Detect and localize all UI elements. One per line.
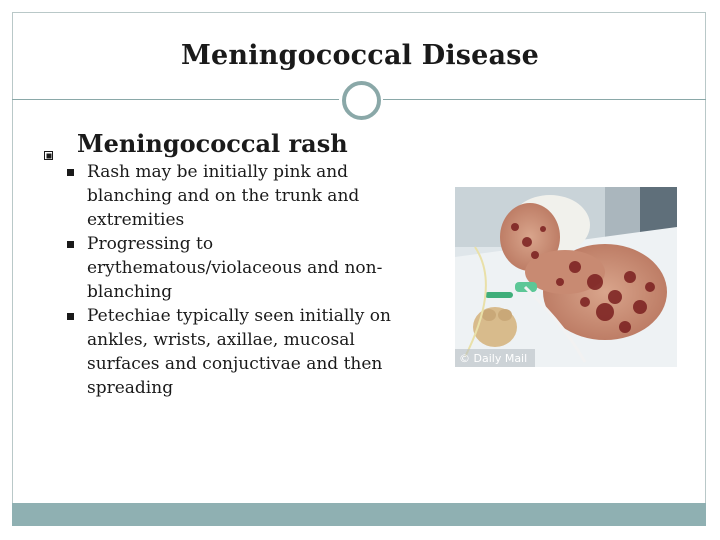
ring-ornament-icon — [342, 81, 381, 120]
title-divider-right — [383, 99, 706, 100]
hollow-square-bullet-icon — [44, 151, 53, 160]
list-item — [87, 304, 407, 400]
list-item — [87, 232, 407, 304]
filled-square-bullet-icon — [67, 241, 74, 248]
title-divider-left — [12, 99, 339, 100]
list-item-text: Progressing to erythematous/violaceous and non-blanching — [87, 234, 383, 302]
slide-title: Meningococcal Disease — [180, 40, 540, 71]
list-item-text: Rash may be initially pink and blanching and on the trunk and extremities — [87, 162, 360, 230]
list-item — [87, 160, 407, 232]
footer-bar — [12, 503, 706, 526]
filled-square-bullet-icon — [67, 313, 74, 320]
section-heading: Meningococcal rash — [77, 129, 348, 158]
photo-watermark: © Daily Mail — [459, 352, 528, 365]
list-item-text: Petechiae typically seen initially on ankles, wrists, axillae, mucosal surfaces and conjuctivae and then spreading — [87, 306, 391, 398]
photo-illustration — [455, 187, 677, 367]
filled-square-bullet-icon — [67, 169, 74, 176]
patient-rash-photo — [455, 187, 677, 367]
